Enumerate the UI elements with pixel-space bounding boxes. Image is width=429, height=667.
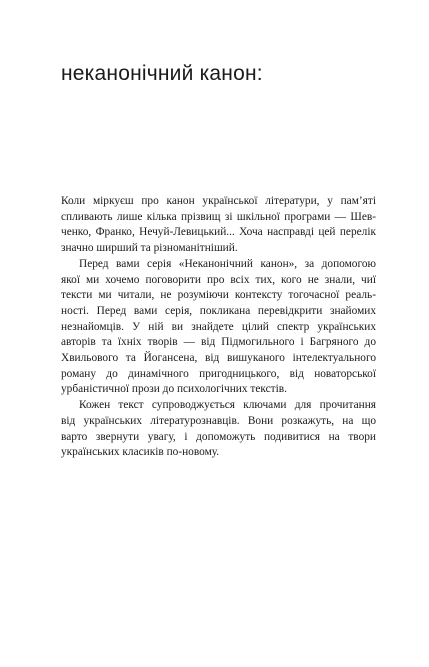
paragraph-series (61, 257, 376, 398)
text-line: урбаністичної прози до психологічних текстів. (61, 383, 287, 396)
text-line: спливають лише кілька прізвищ зі шкільної програми — Шев- (61, 210, 376, 223)
text-line: українських класиків по-новому. (61, 446, 220, 459)
text-line: ченко, Франко, Нечуй-Левицький... Хоча насправді цей перелік (61, 226, 376, 239)
body-text (61, 194, 376, 461)
text-line: значно ширший та різноманітніший. (61, 242, 238, 255)
text-line: авторів та їхніх творів — від Підмогильного і Багряного до (61, 336, 376, 349)
page-title: неканонічний канон: (61, 62, 263, 85)
text-line: роману до динамічного пригодницького, від новаторської (61, 367, 376, 380)
text-line: від українських літературознавців. Вони розкажуть, на що (61, 414, 376, 427)
paragraph-keys (61, 398, 376, 461)
text-line: Коли міркуєш про канон української літератури, у пам’яті (61, 195, 376, 207)
text-line: якої ми хочемо поговорити про всіх тих, кого не знали, чиї (61, 273, 376, 286)
text-line: Кожен текст супроводжується ключами для прочитання (79, 399, 376, 412)
text-line: Хвильового та Йогансена, від вишуканого інтелектуального (61, 352, 376, 365)
text-line: Перед вами серія «Неканонічний канон», за допомогою (79, 257, 376, 270)
paragraph-intro (61, 194, 376, 257)
text-line: незнайомців. У ній ви знайдете цілий спектр українських (61, 320, 376, 333)
text-line: варто звернути увагу, і допоможуть подивитися на твори (61, 430, 376, 443)
text-line: ності. Перед вами серія, покликана перевідкрити знайомих (61, 304, 376, 317)
text-line: тексти ми читали, не розуміючи контексту тогочасної реаль- (61, 289, 376, 302)
